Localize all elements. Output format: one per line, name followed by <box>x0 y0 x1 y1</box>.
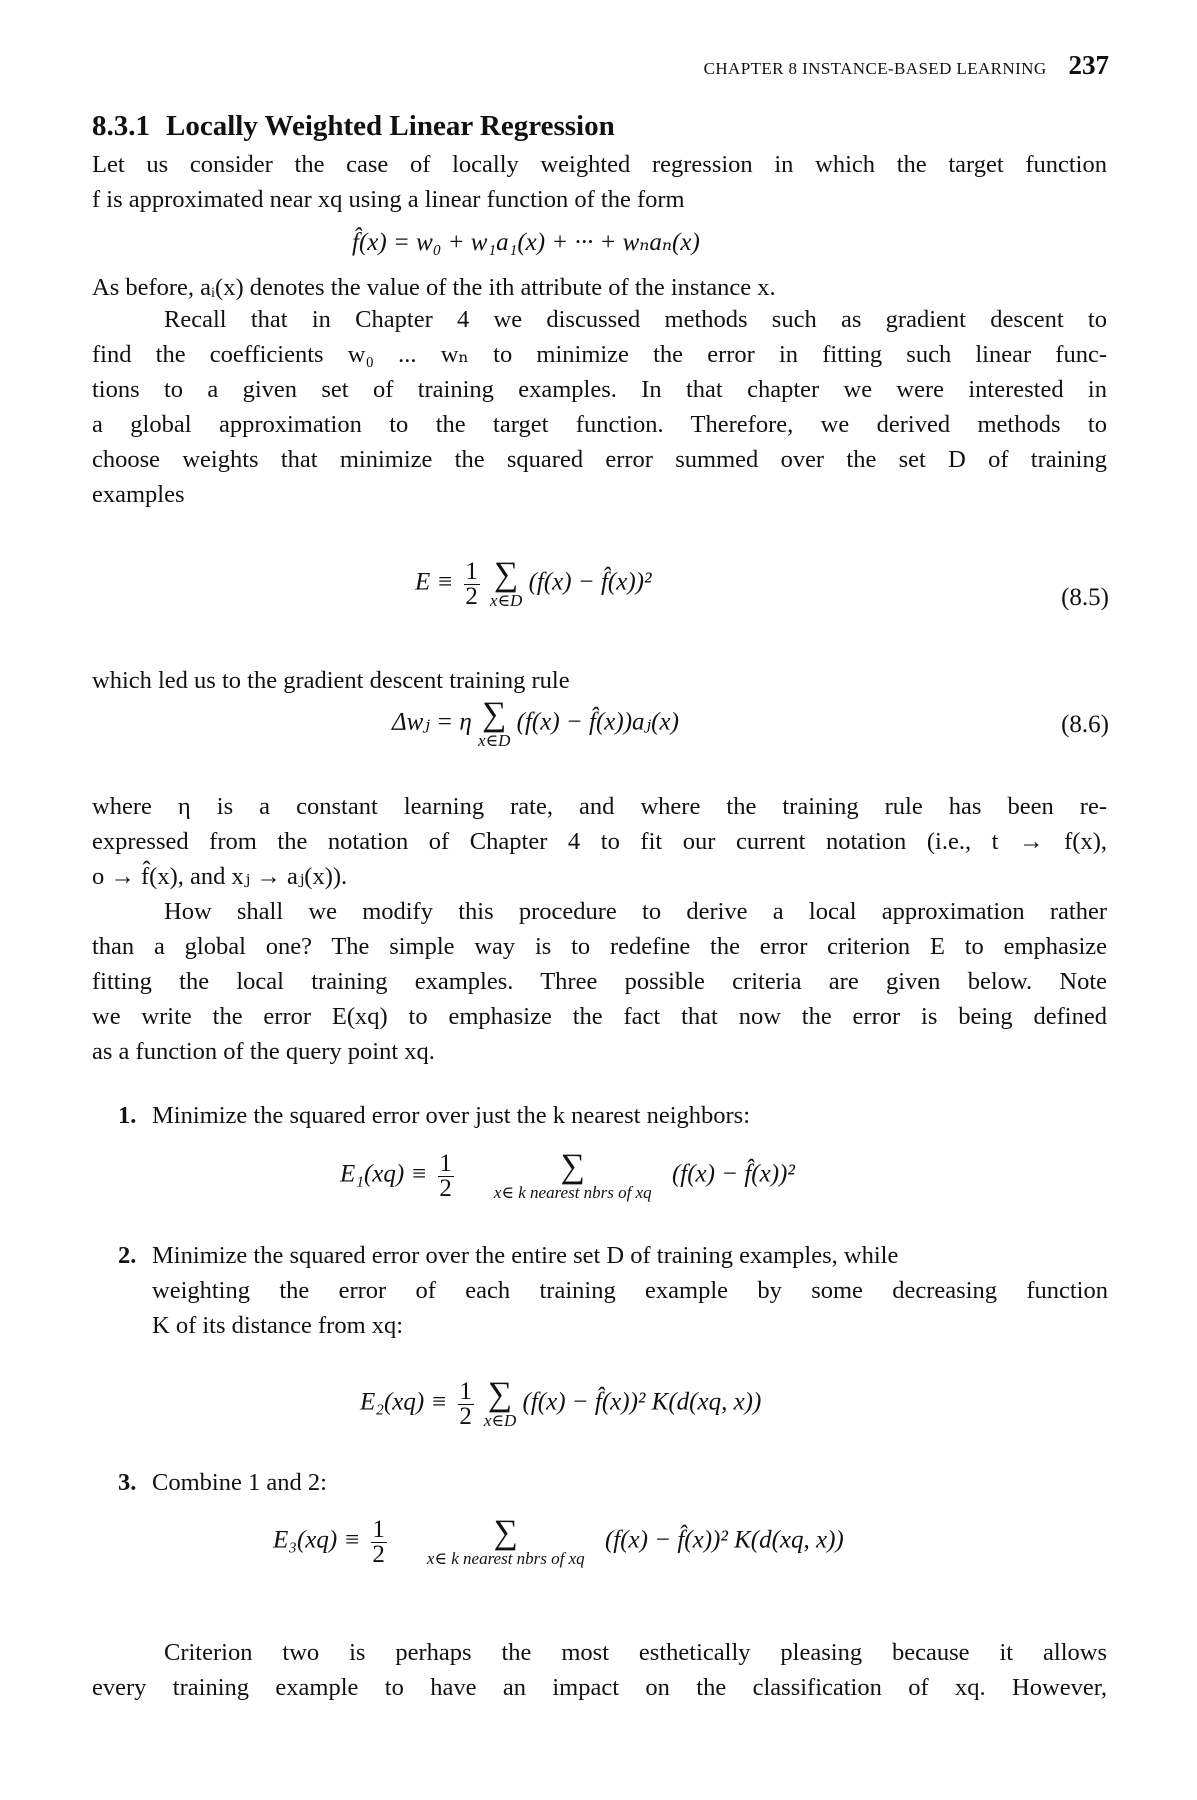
text-line: we write the error E(xq) to emphasize the fact that now the error is being defined <box>92 1003 1107 1030</box>
text-line: every training example to have an impact on the classification of xq. However, <box>92 1674 1107 1701</box>
text-line: How shall we modify this procedure to derive a local approximation rather <box>164 898 1107 925</box>
text-line: K of its distance from xq: <box>152 1312 404 1339</box>
intro-paragraph <box>92 147 1107 217</box>
eq-lhs: E ≡ <box>415 568 454 596</box>
eq-body: (f(x) − f̂(x))² K(d(xq, x)) <box>604 1526 844 1554</box>
criterion-3 <box>118 1465 1108 1500</box>
paragraph-where <box>92 789 1107 894</box>
equation-8-6 <box>392 698 679 750</box>
summation: ∑ x∈D <box>489 556 523 610</box>
summation: ∑ x∈D <box>477 696 511 750</box>
summation: ∑ x∈D <box>483 1376 517 1430</box>
summation: ∑ x∈ k nearest nbrs of xq <box>493 1148 652 1202</box>
equation-e1 <box>340 1150 795 1202</box>
eq-lhs: E₁(xq) ≡ <box>340 1160 428 1188</box>
criterion-1 <box>118 1098 1108 1133</box>
equation-e3 <box>273 1516 844 1568</box>
paragraph-as-before <box>92 270 1107 305</box>
text-line: Recall that in Chapter 4 we discussed methods such as gradient descent to <box>164 306 1107 333</box>
text-line: Combine 1 and 2: <box>152 1469 327 1496</box>
eq-body: (f(x) − f̂(x))² <box>671 1160 795 1188</box>
eq-lhs: Δwⱼ = η <box>392 708 472 736</box>
paragraph-recall <box>92 302 1107 512</box>
text-line: o → f̂(x), and xⱼ → aⱼ(x)). <box>92 863 348 890</box>
eq-lhs: E₃(xq) ≡ <box>273 1526 361 1554</box>
text-line: as a function of the query point xq. <box>92 1038 435 1065</box>
text-line: Minimize the squared error over the entire set D of training examples, while <box>152 1242 899 1269</box>
section-title: Locally Weighted Linear Regression <box>166 110 615 142</box>
fraction-half: $\frac{1}{2}$ <box>465 557 478 610</box>
eq-lhs: E₂(xq) ≡ <box>360 1388 448 1416</box>
equation-linear: f̂(x) = w₀ + w₁a₁(x) + ··· + wₙaₙ(x) <box>352 229 700 256</box>
text-line: examples <box>92 481 185 508</box>
text-line: where η is a constant learning rate, and where the training rule has been re- <box>92 793 1107 820</box>
fraction-half: $\frac{1}{2}$ <box>372 1515 385 1568</box>
list-marker: 3. <box>118 1469 137 1496</box>
eq-body: (f(x) − f̂(x))² <box>528 568 652 596</box>
summation: ∑ x∈ k nearest nbrs of xq <box>426 1514 585 1568</box>
text-line: Criterion two is perhaps the most esthetically pleasing because it allows <box>164 1639 1107 1666</box>
fraction-half: $\frac{1}{2}$ <box>439 1149 452 1202</box>
criterion-2 <box>118 1238 1108 1343</box>
list-marker: 1. <box>118 1102 137 1129</box>
text-line: As before, aᵢ(x) denotes the value of the ith attribute of the instance x. <box>92 274 776 301</box>
equation-8-5 <box>415 558 651 610</box>
running-title: CHAPTER 8 INSTANCE-BASED LEARNING <box>703 59 1047 78</box>
paragraph-gradient <box>92 663 1107 698</box>
list-marker: 2. <box>118 1242 137 1269</box>
text-line: f is approximated near xq using a linear function of the form <box>92 186 685 213</box>
section-heading <box>92 110 615 143</box>
text-line: tions to a given set of training examples. In that chapter we were interested in <box>92 376 1107 403</box>
eq-body: (f(x) − f̂(x))² K(d(xq, x)) <box>522 1388 762 1416</box>
eq-body: (f(x) − f̂(x))aⱼ(x) <box>516 708 679 736</box>
text-line: Minimize the squared error over just the k nearest neighbors: <box>152 1102 751 1129</box>
text-line: than a global one? The simple way is to redefine the error criterion E to emphasize <box>92 933 1107 960</box>
text-line: a global approximation to the target function. Therefore, we derived methods to <box>92 411 1107 438</box>
text-line: fitting the local training examples. Three possible criteria are given below. Note <box>92 968 1107 995</box>
text-line: which led us to the gradient descent training rule <box>92 667 570 694</box>
fraction-half: $\frac{1}{2}$ <box>459 1377 472 1430</box>
equation-label-8-6: (8.6) <box>1061 711 1109 738</box>
page-number: 237 <box>1068 50 1109 80</box>
paragraph-how <box>92 894 1107 1069</box>
text-line: weighting the error of each training example by some decreasing function <box>152 1277 1108 1304</box>
page-header <box>704 50 1109 81</box>
text-line: expressed from the notation of Chapter 4 to fit our current notation (i.e., t → f(x), <box>92 828 1107 855</box>
equation-label-8-5: (8.5) <box>1061 584 1109 611</box>
equation-e2 <box>360 1378 761 1430</box>
text-line: choose weights that minimize the squared error summed over the set D of training <box>92 446 1107 473</box>
text-line: find the coefficients w₀ ... wₙ to minimize the error in fitting such linear func- <box>92 341 1107 368</box>
paragraph-final <box>92 1635 1107 1705</box>
text-line: Let us consider the case of locally weighted regression in which the target function <box>92 151 1107 178</box>
section-number: 8.3.1 <box>92 110 150 142</box>
